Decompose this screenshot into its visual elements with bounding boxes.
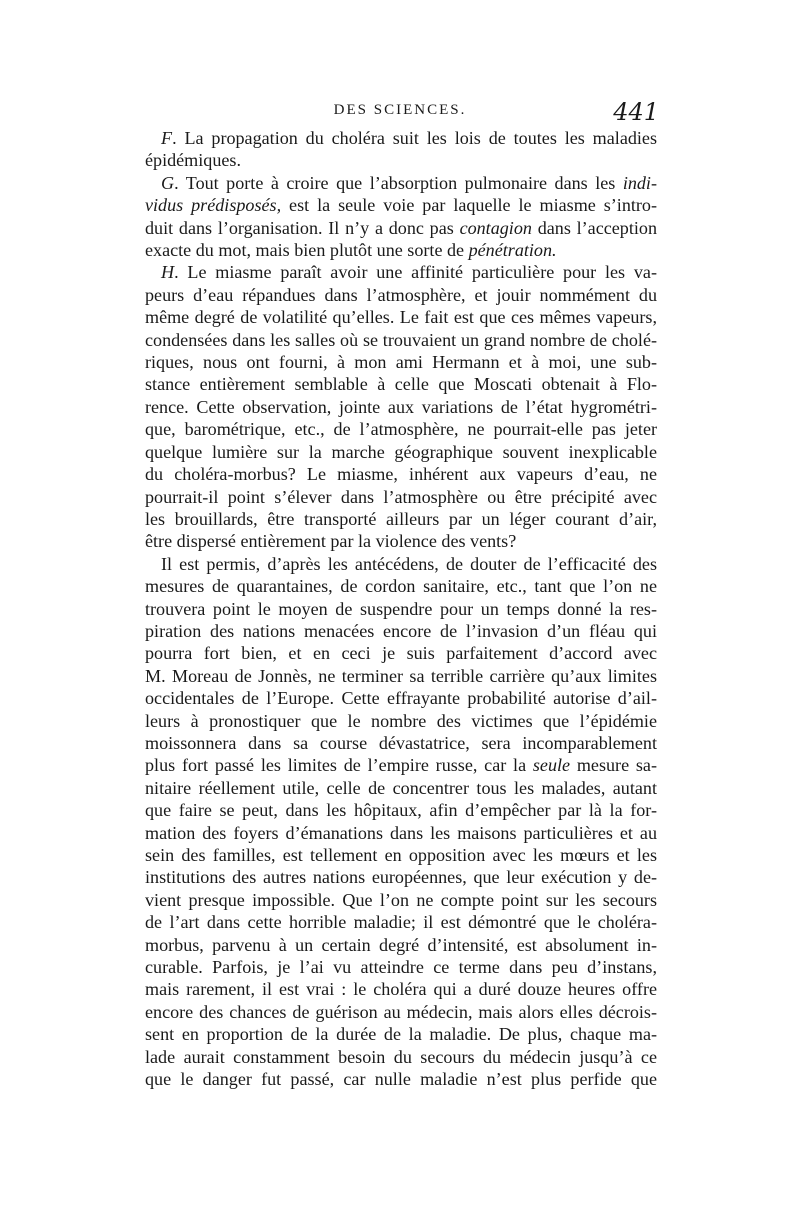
text-line bbox=[145, 239, 657, 261]
italic-text: vidus prédisposés, bbox=[145, 195, 282, 216]
text-line bbox=[145, 844, 657, 866]
text-line bbox=[145, 777, 657, 799]
text-segment: être dispersé entièrement par la violence des vents? bbox=[145, 531, 517, 552]
text-line bbox=[145, 172, 657, 194]
text-line bbox=[145, 486, 657, 508]
italic-text: F bbox=[161, 128, 173, 148]
text-line bbox=[145, 127, 657, 149]
text-line bbox=[145, 508, 657, 530]
text-segment: pourra fort bien, et en ceci je suis parfaitement d’accord avec bbox=[145, 643, 657, 664]
text-segment: plus fort passé les limites de l’empire russe, car la bbox=[145, 755, 533, 776]
text-segment: moissonnera dans sa course dévastatrice, sera incomparablement bbox=[145, 732, 657, 753]
text-segment: est la seule voie par laquelle le miasme s’intro- bbox=[281, 195, 658, 216]
italic-text: contagion bbox=[459, 217, 532, 238]
text-segment: . Tout porte à croire que l’absorption pulmonaire dans les bbox=[174, 172, 623, 193]
text-line bbox=[145, 1001, 657, 1023]
text-segment: piration des nations menacées encore de l’invasion d’un fléau qui bbox=[145, 620, 657, 641]
text-line bbox=[145, 934, 657, 956]
text-line bbox=[145, 373, 657, 395]
text-segment: nitaire réellement utile, celle de concentrer tous les malades, autant bbox=[145, 777, 657, 798]
italic-text: indi- bbox=[622, 172, 657, 193]
text-line bbox=[145, 866, 657, 888]
text-line bbox=[145, 284, 657, 306]
text-line bbox=[145, 306, 657, 328]
text-line bbox=[145, 1046, 657, 1068]
text-line bbox=[145, 441, 657, 463]
text-line bbox=[145, 261, 657, 283]
text-segment: sein des familles, est tellement en opposition avec les mœurs et les bbox=[145, 845, 657, 865]
text-segment: curable. Parfois, je l’ai vu atteindre ce terme dans peu d’instans, bbox=[145, 957, 657, 978]
text-line bbox=[145, 822, 657, 844]
text-segment: duit dans l’organisation. Il n’y a donc pas bbox=[145, 217, 460, 238]
text-segment: morbus, parvenu à un certain degré d’intensité, est absolument in- bbox=[145, 934, 657, 955]
text-segment: sent en proportion de la durée de la maladie. De plus, chaque ma- bbox=[145, 1024, 657, 1045]
text-segment: pourrait-il point s’élever dans l’atmosphère ou être précipité avec bbox=[145, 486, 657, 507]
text-segment: . Le miasme paraît avoir une affinité particulière pour les va- bbox=[174, 262, 657, 283]
text-line bbox=[145, 978, 657, 1000]
text-line bbox=[145, 396, 657, 418]
text-line bbox=[145, 1023, 657, 1045]
text-segment: exacte du mot, mais bien plutôt une sorte de bbox=[145, 240, 469, 261]
text-line bbox=[145, 642, 657, 664]
italic-text: pénétration. bbox=[468, 240, 557, 261]
text-segment: vient presque impossible. Que l’on ne compte point sur les secours bbox=[145, 889, 657, 910]
text-segment: que le danger fut passé, car nulle maladie n’est plus perfide que bbox=[145, 1069, 657, 1090]
text-line bbox=[145, 149, 657, 171]
text-segment: riques, nous ont fourni, à mon ami Hermann et à moi, une sub- bbox=[145, 352, 657, 373]
text-line bbox=[145, 418, 657, 440]
text-line bbox=[145, 956, 657, 978]
text-segment: stance entièrement semblable à celle que Moscati obtenait à Flo- bbox=[145, 374, 657, 395]
text-segment: trouvera point le moyen de suspendre pour un temps donné la res- bbox=[145, 598, 657, 619]
text-segment: de l’art dans cette horrible maladie; il est démontré que le choléra- bbox=[145, 912, 657, 933]
text-segment: quelque lumière sur la marche géographique souvent inexplicable bbox=[145, 441, 657, 462]
text-segment: condensées dans les salles où se trouvaient un grand nombre de cholé- bbox=[145, 329, 657, 350]
text-segment: les brouillards, être transporté ailleurs par un léger courant d’air, bbox=[145, 508, 657, 529]
text-line bbox=[145, 620, 657, 642]
page-number: 441 bbox=[613, 98, 659, 126]
text-segment: institutions des autres nations européennes, que leur exécution y de- bbox=[145, 867, 657, 888]
running-title: DES SCIENCES. bbox=[333, 102, 467, 118]
text-segment: encore des chances de guérison au médecin, mais alors elles décrois- bbox=[145, 1001, 657, 1022]
text-line bbox=[145, 1068, 657, 1090]
text-segment: mesures de quarantaines, de cordon sanitaire, etc., tant que l’on ne bbox=[145, 576, 657, 597]
text-line bbox=[145, 710, 657, 732]
text-line bbox=[145, 598, 657, 620]
text-segment: mesure sa- bbox=[570, 755, 657, 776]
text-segment: M. Moreau de Jonnès, ne terminer sa terrible carrière qu’aux limites bbox=[145, 665, 657, 686]
text-segment: mation des foyers d’émanations dans les maisons particulières et au bbox=[145, 822, 657, 843]
text-segment: que faire se peut, dans les hôpitaux, afin d’empêcher par là la for- bbox=[145, 800, 657, 821]
page-header bbox=[145, 98, 659, 128]
text-segment: Il est permis, d’après les antécédens, de douter de l’efficacité des bbox=[161, 553, 657, 574]
text-line bbox=[145, 889, 657, 911]
text-segment: occidentales de l’Europe. Cette effrayante probabilité autorise d’ail- bbox=[145, 688, 657, 709]
text-line bbox=[145, 217, 657, 239]
text-segment: peurs d’eau répandues dans l’atmosphère, et jouir nommément du bbox=[145, 284, 657, 305]
text-segment: . La propagation du choléra suit les lois de toutes les maladies bbox=[172, 128, 657, 148]
text-line bbox=[145, 575, 657, 597]
text-line bbox=[145, 799, 657, 821]
text-line bbox=[145, 530, 657, 552]
text-line bbox=[145, 911, 657, 933]
text-line bbox=[145, 732, 657, 754]
text-line bbox=[145, 463, 657, 485]
page-body bbox=[145, 127, 657, 1090]
text-line bbox=[145, 665, 657, 687]
text-segment: que, barométrique, etc., de l’atmosphère, ne pourrait-elle pas jeter bbox=[145, 419, 657, 440]
text-segment: épidémiques. bbox=[145, 150, 241, 171]
text-line bbox=[145, 553, 657, 575]
text-line bbox=[145, 351, 657, 373]
text-line bbox=[145, 329, 657, 351]
italic-text: G bbox=[161, 172, 175, 193]
text-segment: mais rarement, il est vrai : le choléra qui a duré douze heures offre bbox=[145, 979, 657, 1000]
text-segment: dans l’acception bbox=[531, 217, 657, 238]
text-line bbox=[145, 754, 657, 776]
text-segment: leurs à pronostiquer que le nombre des victimes que l’épidémie bbox=[145, 710, 657, 731]
text-segment: lade aurait constamment besoin du secours du médecin jusqu’à ce bbox=[145, 1046, 657, 1067]
text-line bbox=[145, 687, 657, 709]
text-line bbox=[145, 194, 657, 216]
text-segment: rence. Cette observation, jointe aux variations de l’état hygrométri- bbox=[145, 396, 657, 417]
text-segment: du choléra-morbus? Le miasme, inhérent aux vapeurs d’eau, ne bbox=[145, 464, 657, 485]
text-segment: même degré de volatilité qu’elles. Le fait est que ces mêmes vapeurs, bbox=[145, 307, 657, 328]
italic-text: H bbox=[161, 262, 175, 283]
italic-text: seule bbox=[532, 755, 571, 776]
